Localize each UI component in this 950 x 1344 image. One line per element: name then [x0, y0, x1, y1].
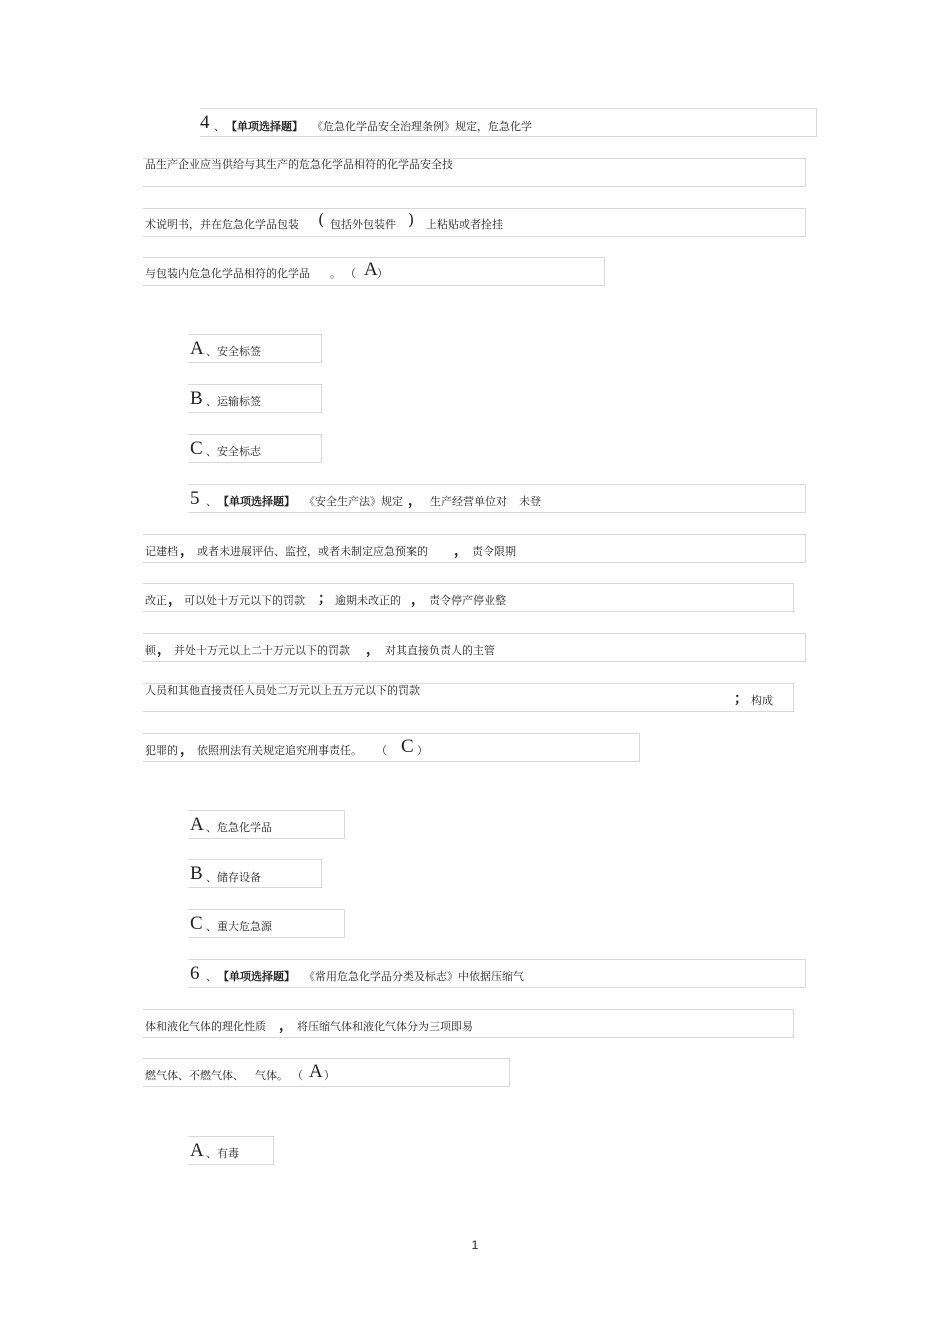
q5-line-3-comma2: ，	[411, 592, 425, 608]
q5-line-4-comma2: ，	[366, 642, 380, 658]
q5-option-c-text: 、重大危急源	[206, 920, 272, 933]
q6-tag: 【单项选择题】	[218, 970, 295, 983]
q5-answer-close: ）	[417, 744, 428, 757]
q4-line-2: 品生产企业应当供给与其生产的危急化学品相符的化学品安全技	[145, 158, 453, 171]
q4-option-a-text: 、安全标签	[206, 345, 261, 358]
q5-line-1c: 未登	[519, 495, 541, 508]
q6-answer-open: （	[292, 1069, 303, 1082]
q5-option-a-letter: A	[190, 814, 204, 835]
q6-number: 6	[190, 963, 200, 984]
q5-answer: C	[401, 736, 414, 757]
q5-line-2-comma1: ，	[180, 543, 194, 559]
q5-option-a-text: 、危急化学品	[206, 821, 272, 834]
q5-line-1: 《安全生产法》规定	[304, 495, 403, 508]
q5-line-2-comma2: ，	[454, 543, 468, 559]
q4-line-3c: 上粘贴或者拴挂	[426, 218, 503, 231]
q4-number: 4	[200, 112, 210, 133]
q4-line-3a: 术说明书，并在危急化学品包装	[145, 218, 299, 231]
q4-sep: 、	[214, 120, 225, 133]
q5-line-2b: 或者未进展评估、监控，或者未制定应急预案的	[197, 545, 428, 558]
q4-line-4-end: 。	[330, 267, 341, 280]
q4-option-b-letter: B	[190, 388, 203, 409]
q6-option-a-letter: A	[190, 1140, 204, 1161]
page-number: 1	[471, 1238, 479, 1252]
q5-line-6b: 依照刑法有关规定追究刑事责任。	[197, 744, 362, 757]
q5-line-4c: 对其直接负责人的主管	[385, 644, 495, 657]
q5-line-3-comma1: ，	[168, 592, 182, 608]
q5-line-5a: 人员和其他直接责任人员处二万元以上五万元以下的罚款	[145, 684, 420, 697]
q5-line-4a: 顿	[145, 644, 156, 657]
q4-line-3b: 包括外包装件	[330, 218, 396, 231]
q4-answer-close: ）	[377, 267, 388, 280]
q5-line-1b: 生产经营单位对	[430, 495, 507, 508]
q5-line-5-semi: ；	[734, 691, 748, 707]
q6-answer-close: ）	[324, 1069, 335, 1082]
q4-line-1: 《危急化学品安全治理条例》规定，危急化学	[312, 120, 532, 133]
q6-option-a-text: 、有毒	[206, 1147, 239, 1160]
q6-answer: A	[309, 1061, 323, 1082]
q5-option-b-letter: B	[190, 863, 203, 884]
q5-sep: 、	[206, 495, 217, 508]
q5-line-3d: 责令停产停业整	[429, 594, 506, 607]
q5-line-6-comma: ，	[180, 742, 194, 758]
q4-paren-open: (	[318, 210, 325, 229]
q6-line-3b: 气体。	[255, 1069, 288, 1082]
q4-answer-open: （	[345, 267, 356, 280]
q5-option-b-text: 、储存设备	[206, 871, 261, 884]
q5-answer-open: （	[376, 744, 387, 757]
q4-line-4: 与包装内危急化学品相符的化学品	[145, 267, 310, 280]
q5-line-4b: 并处十万元以上二十万元以下的罚款	[174, 644, 350, 657]
q4-tag: 【单项选择题】	[226, 120, 303, 133]
q4-option-c-letter: C	[190, 438, 203, 459]
q4-paren-close: )	[408, 210, 415, 229]
q5-line-6a: 犯罪的	[145, 744, 178, 757]
q5-line-1-comma: ，	[408, 493, 422, 509]
q6-line-1: 《常用危急化学品分类及标志》中依据压缩气	[304, 970, 524, 983]
q5-line-3-semi: ；	[318, 591, 332, 607]
q6-line-2a: 体和液化气体的理化性质	[145, 1020, 266, 1033]
q5-tag: 【单项选择题】	[218, 495, 295, 508]
q4-option-b-text: 、运输标签	[206, 395, 261, 408]
q5-line-3b: 可以处十万元以下的罚款	[184, 594, 305, 607]
q4-option-c-text: 、安全标志	[206, 445, 261, 458]
q6-line-3a: 燃气体、不燃气体、	[145, 1069, 244, 1082]
q5-line-2a: 记建档	[145, 545, 178, 558]
q5-line-3a: 改正	[145, 594, 167, 607]
q6-line-2b: 将压缩气体和液化气体分为三项即易	[297, 1020, 473, 1033]
q5-line-5b: 构成	[751, 694, 773, 707]
q4-option-a-letter: A	[190, 338, 204, 359]
q5-line-3c: 逾期未改正的	[335, 594, 401, 607]
q5-line-4-comma1: ，	[157, 642, 171, 658]
q6-sep: 、	[206, 970, 217, 983]
q5-option-c-letter: C	[190, 913, 203, 934]
q4-answer: A	[364, 259, 378, 280]
q5-line-2c: 责令限期	[472, 545, 516, 558]
q6-line-2-comma: ，	[279, 1018, 293, 1034]
q5-number: 5	[190, 488, 200, 509]
